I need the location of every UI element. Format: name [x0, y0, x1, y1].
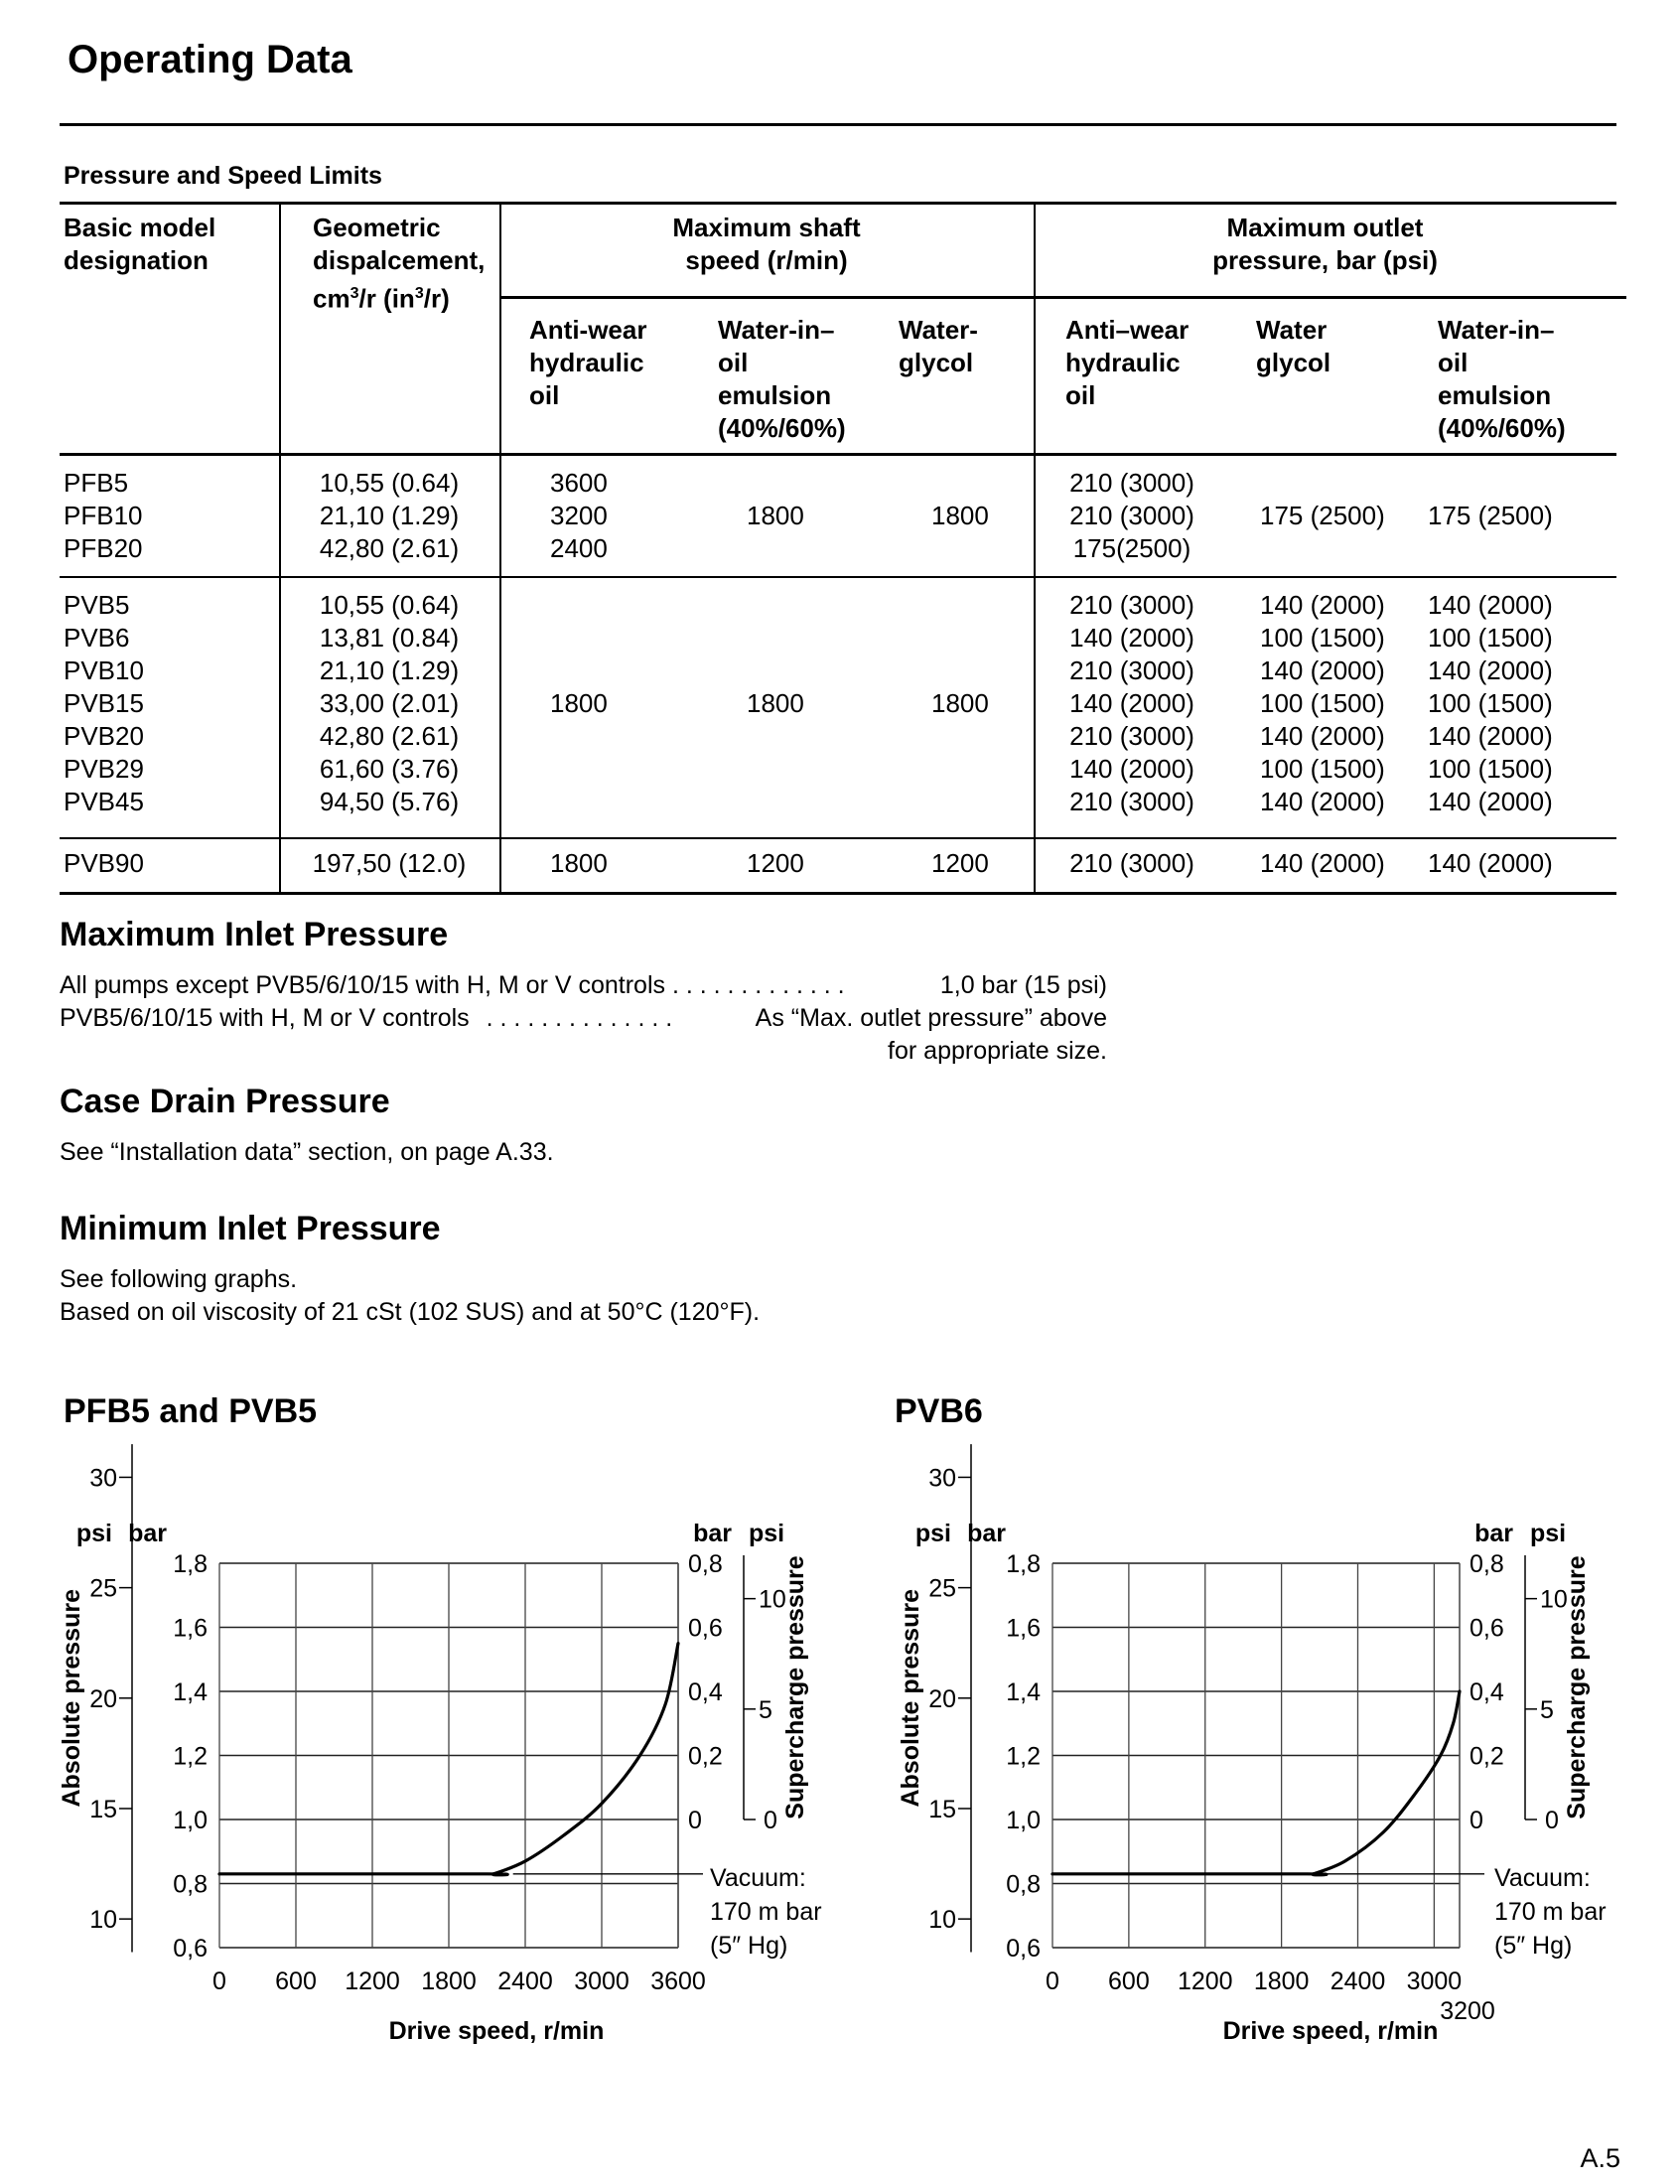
displacement-value: 197,50 (12.0) — [312, 848, 467, 878]
chart-1-title: PFB5 and PVB5 — [64, 1392, 318, 1430]
x-tick-label: 1800 — [1253, 1967, 1310, 1995]
speed-value: 1800 — [747, 688, 804, 718]
unit-label-bar-right: bar — [693, 1520, 732, 1547]
y-tick-label-bar-super: 0,4 — [1470, 1678, 1504, 1706]
pressure-value: 210 (3000) — [1069, 848, 1194, 878]
vacuum-annotation: Vacuum: — [710, 1863, 806, 1892]
displacement-value: 33,00 (2.01) — [319, 688, 460, 718]
unit-label-psi-left: psi — [75, 1520, 112, 1547]
pressure-value: 140 (2000) — [1428, 655, 1553, 685]
case-drain-heading: Case Drain Pressure — [60, 1083, 390, 1120]
speed-value: 3600 — [550, 468, 608, 498]
chart-2-title: PVB6 — [895, 1392, 983, 1430]
y-tick-label-bar-abs: 0,8 — [173, 1870, 208, 1899]
leader-dots: . . . . . . . . . . . . . . — [486, 1004, 673, 1032]
max-inlet-line-3: for appropriate size. — [888, 1037, 1107, 1065]
y-tick-label-bar-super: 0 — [1470, 1807, 1483, 1834]
x-tick-label: 3000 — [1406, 1967, 1463, 1995]
model-name: PVB6 — [64, 623, 130, 653]
x-tick-label: 1800 — [421, 1967, 477, 1995]
unit-label-psi-right: psi — [749, 1520, 785, 1547]
header-line: oil — [529, 380, 560, 410]
header-line: hydraulic — [1065, 348, 1181, 377]
speed-value: 3200 — [550, 501, 608, 530]
model-name: PFB20 — [64, 533, 143, 563]
y-tick-label-psi-abs: 30 — [928, 1464, 956, 1493]
y-tick-label-bar-super: 0 — [688, 1807, 702, 1834]
y-axis-title-left: Absolute pressure — [897, 1589, 924, 1808]
y-tick-label-psi-abs: 30 — [89, 1464, 117, 1493]
unit-label-bar-left: bar — [967, 1520, 1006, 1547]
max-inlet-line-1-label: All pumps except PVB5/6/10/15 with H, M or V controls — [60, 971, 665, 999]
pressure-value: 210 (3000) — [1069, 787, 1194, 816]
header-line: Water-in– — [1438, 315, 1555, 345]
y-axis-title-right: Supercharge pressure — [781, 1555, 809, 1820]
x-axis-title: Drive speed, r/min — [1222, 2017, 1439, 2045]
y-tick-label-psi-abs: 15 — [928, 1795, 956, 1823]
pressure-value: 140 (2000) — [1428, 721, 1553, 751]
y-tick-label-psi-abs: 25 — [928, 1574, 956, 1603]
min-inlet-heading: Minimum Inlet Pressure — [60, 1210, 441, 1247]
pressure-value: 175 (2500) — [1260, 501, 1385, 530]
vacuum-annotation: 170 m bar — [1494, 1897, 1607, 1926]
vacuum-annotation: (5″ Hg) — [1494, 1931, 1573, 1960]
speed-value: 1800 — [931, 688, 989, 718]
max-inlet-line-1-value: 1,0 bar (15 psi) — [939, 971, 1107, 999]
pressure-value: 210 (3000) — [1069, 590, 1194, 620]
header-line: Water — [1256, 315, 1328, 345]
unit-label-psi-left: psi — [914, 1520, 951, 1547]
y-tick-label-bar-abs: 1,4 — [173, 1678, 208, 1706]
y-tick-label-bar-abs: 1,8 — [173, 1550, 208, 1578]
y-tick-label-bar-abs: 0,8 — [1006, 1870, 1041, 1899]
y-tick-label-bar-super: 0,6 — [1470, 1614, 1504, 1643]
displacement-value: 21,10 (1.29) — [319, 655, 460, 685]
pressure-value: 140 (2000) — [1260, 848, 1385, 878]
header-line: pressure, bar (psi) — [1212, 245, 1438, 275]
header-line: oil — [1438, 348, 1469, 377]
pressure-value: 100 (1500) — [1428, 688, 1553, 718]
y-tick-label-psi-abs: 20 — [89, 1684, 117, 1713]
y-tick-label-bar-super: 0,2 — [1470, 1742, 1504, 1771]
header-line: Anti-wear — [529, 315, 647, 345]
y-tick-label-psi-super: 5 — [1540, 1695, 1554, 1724]
pressure-value: 210 (3000) — [1069, 468, 1194, 498]
pressure-value: 140 (2000) — [1069, 754, 1194, 784]
max-inlet-heading: Maximum Inlet Pressure — [60, 916, 449, 953]
case-drain-text: See “Installation data” section, on page A.33. — [60, 1138, 554, 1166]
unit-label-psi-right: psi — [1530, 1520, 1567, 1547]
displacement-value: 21,10 (1.29) — [319, 501, 460, 530]
y-tick-label-psi-super: 5 — [759, 1695, 772, 1724]
header-line: Water-in– — [718, 315, 835, 345]
vacuum-annotation: 170 m bar — [710, 1897, 822, 1926]
y-tick-label-bar-super: 0,2 — [688, 1742, 723, 1771]
header-line: $cm^3/r$ $(in^3/r)$ — [313, 283, 450, 314]
pressure-value: 100 (1500) — [1260, 688, 1385, 718]
header-line: glycol — [1256, 348, 1331, 377]
y-tick-label-bar-abs: 1,0 — [173, 1807, 208, 1834]
y-tick-label-bar-super: 0,8 — [688, 1550, 723, 1578]
y-tick-label-bar-abs: 1,6 — [1006, 1614, 1041, 1643]
header-line: oil — [718, 348, 749, 377]
header-line: speed (r/min) — [685, 245, 848, 275]
header-line: Maximum shaft — [672, 213, 861, 242]
y-tick-label-psi-super: 10 — [759, 1585, 786, 1614]
y-tick-label-bar-super: 0,4 — [688, 1678, 723, 1706]
header-line: oil — [1065, 380, 1096, 410]
pressure-value: 140 (2000) — [1069, 623, 1194, 653]
header-line: glycol — [899, 348, 974, 377]
vacuum-annotation: (5″ Hg) — [710, 1931, 788, 1960]
y-tick-label-bar-abs: 1,4 — [1006, 1678, 1041, 1706]
speed-value: 1800 — [931, 501, 989, 530]
x-tick-label: 3600 — [650, 1967, 706, 1995]
speed-value: 1800 — [550, 848, 608, 878]
y-tick-label-psi-super: 10 — [1540, 1585, 1568, 1614]
model-name: PVB15 — [64, 688, 144, 718]
header-line: Maximum outlet — [1226, 213, 1424, 242]
header-line: (40%/60%) — [718, 413, 846, 443]
pressure-value: 140 (2000) — [1428, 787, 1553, 816]
y-tick-label-bar-abs: 1,2 — [173, 1742, 208, 1771]
model-name: PVB29 — [64, 754, 144, 784]
vacuum-annotation: Vacuum: — [1494, 1863, 1591, 1892]
pressure-value: 140 (2000) — [1428, 590, 1553, 620]
speed-value: 1200 — [747, 848, 804, 878]
header-line: designation — [64, 245, 209, 275]
pressure-value: 210 (3000) — [1069, 655, 1194, 685]
y-tick-label-bar-abs: 1,2 — [1006, 1742, 1041, 1771]
min-inlet-line-2: Based on oil viscosity of 21 cSt (102 SUS) and at 50°C (120°F). — [60, 1298, 761, 1326]
y-tick-label-bar-super: 0,8 — [1470, 1550, 1504, 1578]
x-tick-label: 2400 — [497, 1967, 553, 1995]
displacement-value: 10,55 (0.64) — [319, 590, 460, 620]
y-tick-label-psi-super: 0 — [1545, 1807, 1559, 1834]
y-tick-label-bar-abs: 1,0 — [1006, 1807, 1041, 1834]
speed-value: 1800 — [747, 501, 804, 530]
pressure-value: 175(2500) — [1072, 533, 1191, 563]
header-line: (40%/60%) — [1438, 413, 1566, 443]
model-name: PVB5 — [64, 590, 130, 620]
x-tick-label: 1200 — [345, 1967, 400, 1995]
max-inlet-line-2-label: PVB5/6/10/15 with H, M or V controls — [60, 1004, 470, 1032]
displacement-value: 42,80 (2.61) — [319, 721, 460, 751]
max-inlet-line-2-value: As “Max. outlet pressure” above — [755, 1004, 1107, 1032]
pressure-value: 140 (2000) — [1260, 655, 1385, 685]
header-line: Geometric — [313, 213, 441, 242]
x-tick-label: 1200 — [1177, 1967, 1233, 1995]
y-tick-label-psi-abs: 10 — [928, 1906, 956, 1935]
y-axis-title-right: Supercharge pressure — [1563, 1555, 1591, 1820]
header-line: dispalcement, — [313, 245, 486, 275]
displacement-value: 42,80 (2.61) — [319, 533, 460, 563]
header-line: Anti–wear — [1065, 315, 1190, 345]
y-tick-label-psi-abs: 10 — [89, 1906, 117, 1935]
speed-value: 2400 — [550, 533, 608, 563]
model-name: PFB10 — [64, 501, 143, 530]
pressure-value: 210 (3000) — [1069, 721, 1194, 751]
displacement-value: 10,55 (0.64) — [319, 468, 460, 498]
x-tick-label: 0 — [212, 1967, 226, 1995]
model-name: PVB20 — [64, 721, 144, 751]
y-tick-label-bar-abs: 0,6 — [173, 1935, 208, 1963]
x-tick-label: 2400 — [1330, 1967, 1386, 1995]
y-tick-label-bar-abs: 1,8 — [1006, 1550, 1041, 1578]
speed-value: 1200 — [931, 848, 989, 878]
displacement-value: 13,81 (0.84) — [319, 623, 460, 653]
model-name: PVB45 — [64, 787, 144, 816]
x-tick-label: 600 — [1108, 1967, 1150, 1995]
pressure-value: 140 (2000) — [1260, 721, 1385, 751]
model-name: PFB5 — [64, 468, 129, 498]
y-axis-title-left: Absolute pressure — [58, 1589, 85, 1808]
page-number: A.5 — [1580, 2143, 1620, 2173]
model-name: PVB90 — [64, 848, 144, 878]
y-tick-label-bar-abs: 1,6 — [173, 1614, 208, 1643]
header-line: emulsion — [718, 380, 832, 410]
x-axis-title: Drive speed, r/min — [388, 2017, 605, 2045]
y-tick-label-psi-abs: 20 — [928, 1684, 956, 1713]
model-name: PVB10 — [64, 655, 144, 685]
y-tick-label-psi-abs: 25 — [89, 1574, 117, 1603]
x-tick-label-extra: 3200 — [1440, 1997, 1495, 2025]
min-inlet-line-1: See following graphs. — [60, 1265, 298, 1293]
pressure-value: 100 (1500) — [1260, 623, 1385, 653]
pressure-value: 100 (1500) — [1428, 754, 1553, 784]
header-line: Water- — [899, 315, 978, 345]
x-tick-label: 600 — [275, 1967, 317, 1995]
displacement-value: 94,50 (5.76) — [319, 787, 460, 816]
y-tick-label-bar-abs: 0,6 — [1006, 1935, 1041, 1963]
header-line: hydraulic — [529, 348, 644, 377]
table-caption: Pressure and Speed Limits — [64, 162, 382, 190]
pressure-value: 175 (2500) — [1428, 501, 1553, 530]
y-tick-label-psi-super: 0 — [764, 1807, 777, 1834]
y-tick-label-bar-super: 0,6 — [688, 1614, 723, 1643]
unit-label-bar-left: bar — [128, 1520, 167, 1547]
speed-value: 1800 — [550, 688, 608, 718]
pressure-value: 100 (1500) — [1260, 754, 1385, 784]
x-tick-label: 0 — [1046, 1967, 1059, 1995]
page-title: Operating Data — [68, 38, 352, 81]
pressure-value: 100 (1500) — [1428, 623, 1553, 653]
leader-dots: . . . . . . . . . . . . . — [671, 971, 845, 999]
pressure-value: 140 (2000) — [1069, 688, 1194, 718]
pressure-value: 210 (3000) — [1069, 501, 1194, 530]
pressure-value: 140 (2000) — [1260, 590, 1385, 620]
unit-label-bar-right: bar — [1474, 1520, 1513, 1547]
displacement-value: 61,60 (3.76) — [319, 754, 460, 784]
header-line: emulsion — [1438, 380, 1552, 410]
min-inlet-pressure-curve — [1052, 1691, 1460, 1875]
pressure-value: 140 (2000) — [1260, 787, 1385, 816]
pressure-value: 140 (2000) — [1428, 848, 1553, 878]
y-tick-label-psi-abs: 15 — [89, 1795, 117, 1823]
x-tick-label: 3000 — [574, 1967, 630, 1995]
header-line: Basic model — [64, 213, 216, 242]
